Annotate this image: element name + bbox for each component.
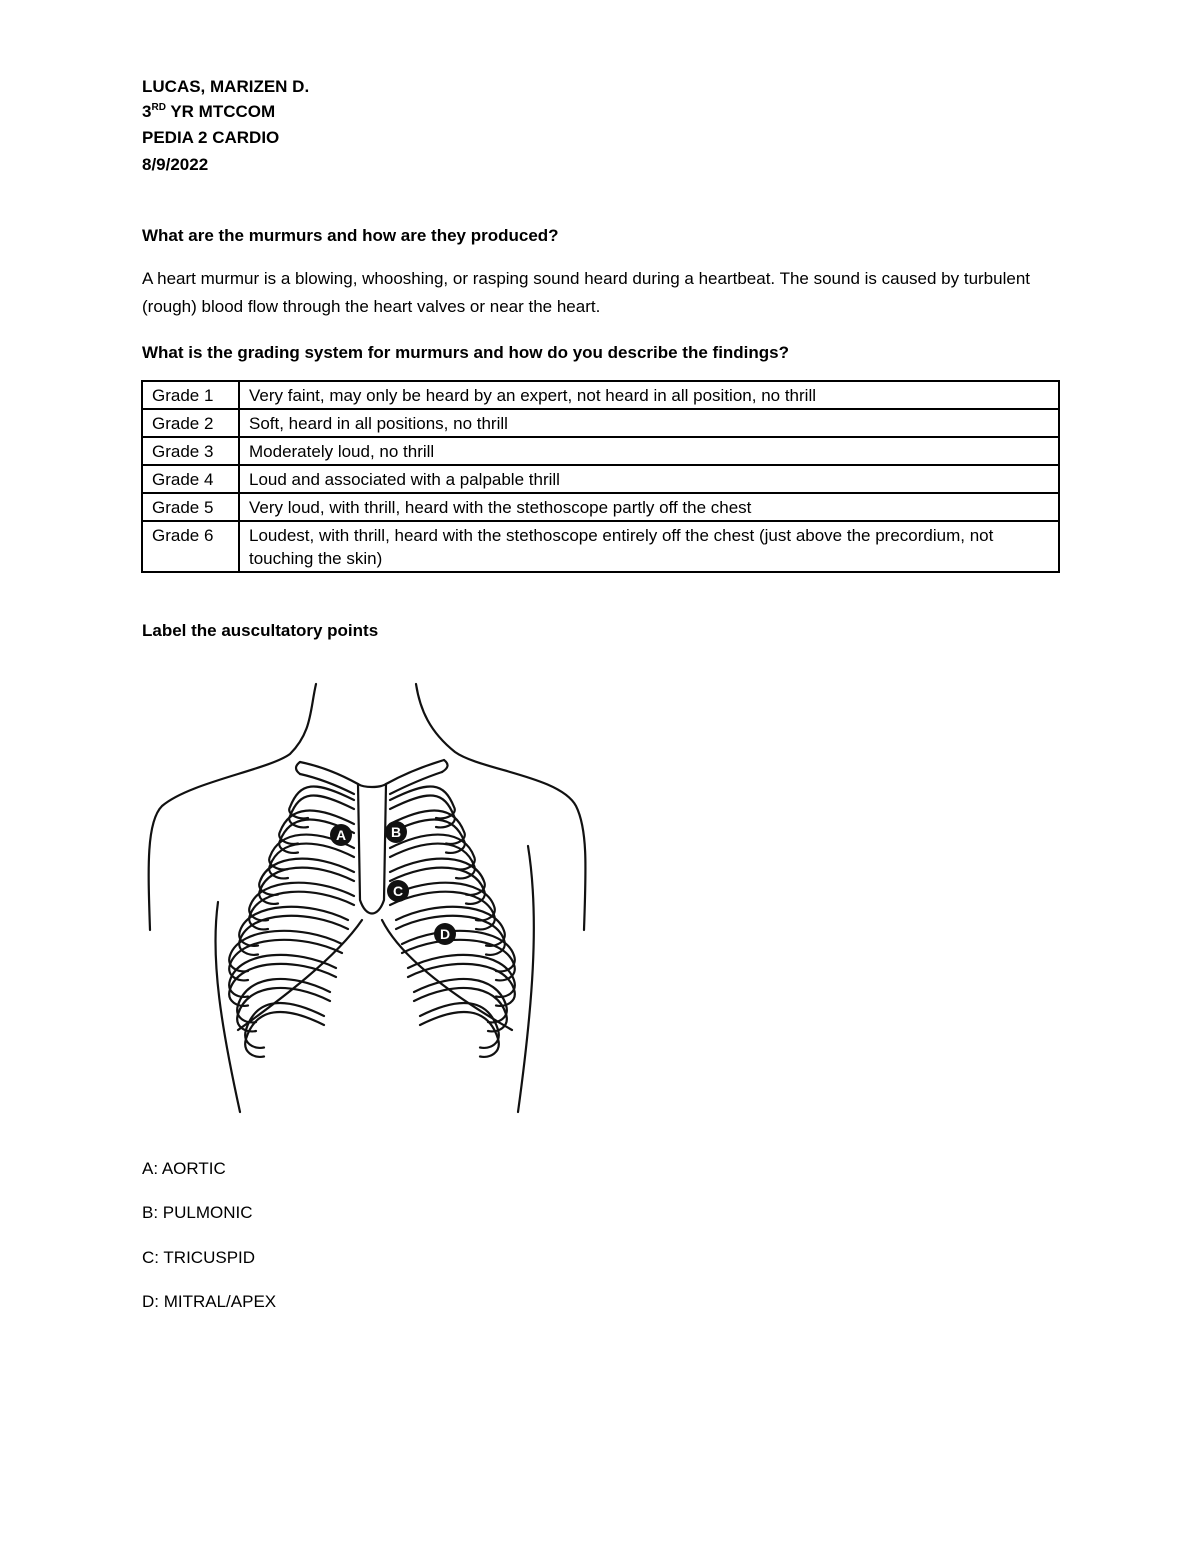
description-cell: Very faint, may only be heard by an expert, not heard in all position, no thrill bbox=[239, 381, 1059, 409]
marker-d-label: D bbox=[439, 926, 451, 942]
rib-left-contour bbox=[245, 1003, 324, 1048]
clavicle-left bbox=[300, 762, 358, 784]
marker-a-aortic bbox=[330, 824, 352, 846]
neck-right-outline bbox=[416, 684, 586, 930]
document-date: 8/9/2022 bbox=[142, 155, 209, 174]
rib-right-contour bbox=[402, 940, 515, 981]
marker-b-pulmonic bbox=[385, 821, 407, 843]
clavicle-right-tip bbox=[442, 760, 448, 772]
torso-right-outline bbox=[518, 846, 534, 1112]
student-name: LUCAS, MARIZEN D. bbox=[142, 77, 310, 96]
table-row bbox=[142, 521, 1059, 572]
torso-left-outline bbox=[215, 902, 240, 1112]
rib-right-contour bbox=[414, 979, 507, 1022]
grade-cell: Grade 6 bbox=[142, 521, 239, 572]
rib-group bbox=[229, 786, 515, 1056]
course-name: PEDIA 2 CARDIO bbox=[142, 128, 280, 147]
marker-c-tricuspid bbox=[387, 880, 409, 902]
answer-c: C: TRICUSPID bbox=[142, 1248, 256, 1267]
rib-left-contour bbox=[229, 931, 342, 972]
question-grading: What is the grading system for murmurs and how do you describe the findings? bbox=[142, 343, 790, 362]
rib-right-contour bbox=[420, 1003, 499, 1048]
description-cell: Soft, heard in all positions, no thrill bbox=[239, 409, 1059, 437]
question-murmurs: What are the murmurs and how are they produced? bbox=[142, 226, 559, 245]
marker-b-label: B bbox=[390, 824, 402, 840]
grade-cell: Grade 2 bbox=[142, 409, 239, 437]
grading-table bbox=[141, 380, 1060, 573]
grade-cell: Grade 1 bbox=[142, 381, 239, 409]
grade-cell: Grade 5 bbox=[142, 493, 239, 521]
rib-left-contour bbox=[245, 1012, 324, 1057]
table-row bbox=[142, 409, 1059, 437]
grade-cell: Grade 4 bbox=[142, 465, 239, 493]
description-cell: Loud and associated with a palpable thrill bbox=[239, 465, 1059, 493]
clavicle-right bbox=[386, 760, 444, 784]
table-row bbox=[142, 381, 1059, 409]
clavicle-left-tip bbox=[296, 762, 300, 774]
table-row bbox=[142, 493, 1059, 521]
description-cell: Very loud, with thrill, heard with the stethoscope partly off the chest bbox=[239, 493, 1059, 521]
question-auscultatory: Label the auscultatory points bbox=[142, 621, 379, 640]
description-cell: Loudest, with thrill, heard with the stethoscope entirely off the chest (just above the precordium, not touching the skin) bbox=[239, 521, 1059, 572]
marker-c-label: C bbox=[392, 883, 404, 899]
rib-right-contour bbox=[414, 988, 507, 1031]
year-program: YR MTCCOM bbox=[165, 102, 276, 121]
answer-b: B: PULMONIC bbox=[142, 1203, 253, 1222]
description-cell: Moderately loud, no thrill bbox=[239, 437, 1059, 465]
marker-a-label: A bbox=[335, 827, 347, 843]
table-row bbox=[142, 437, 1059, 465]
year-ordinal-suffix: RD bbox=[151, 102, 166, 113]
marker-d-mitral bbox=[434, 923, 456, 945]
answer-a: A: AORTIC bbox=[142, 1159, 226, 1178]
rib-left-contour bbox=[237, 988, 330, 1031]
sternum bbox=[358, 784, 386, 914]
answer-murmurs: A heart murmur is a blowing, whooshing, or rasping sound heard during a heartbeat. The sound is caused by turbulent (rough) blood flow through the heart valves or near the heart. bbox=[142, 269, 1031, 316]
grade-cell: Grade 3 bbox=[142, 437, 239, 465]
rib-left-contour bbox=[237, 979, 330, 1022]
table-row bbox=[142, 465, 1059, 493]
year-level bbox=[142, 102, 275, 122]
clavicle-right-lower bbox=[390, 772, 442, 794]
rib-right-contour bbox=[420, 1012, 499, 1057]
year-number: 3 bbox=[142, 102, 152, 121]
chest-ribcage-diagram bbox=[140, 670, 600, 1120]
answer-d: D: MITRAL/APEX bbox=[142, 1292, 277, 1311]
